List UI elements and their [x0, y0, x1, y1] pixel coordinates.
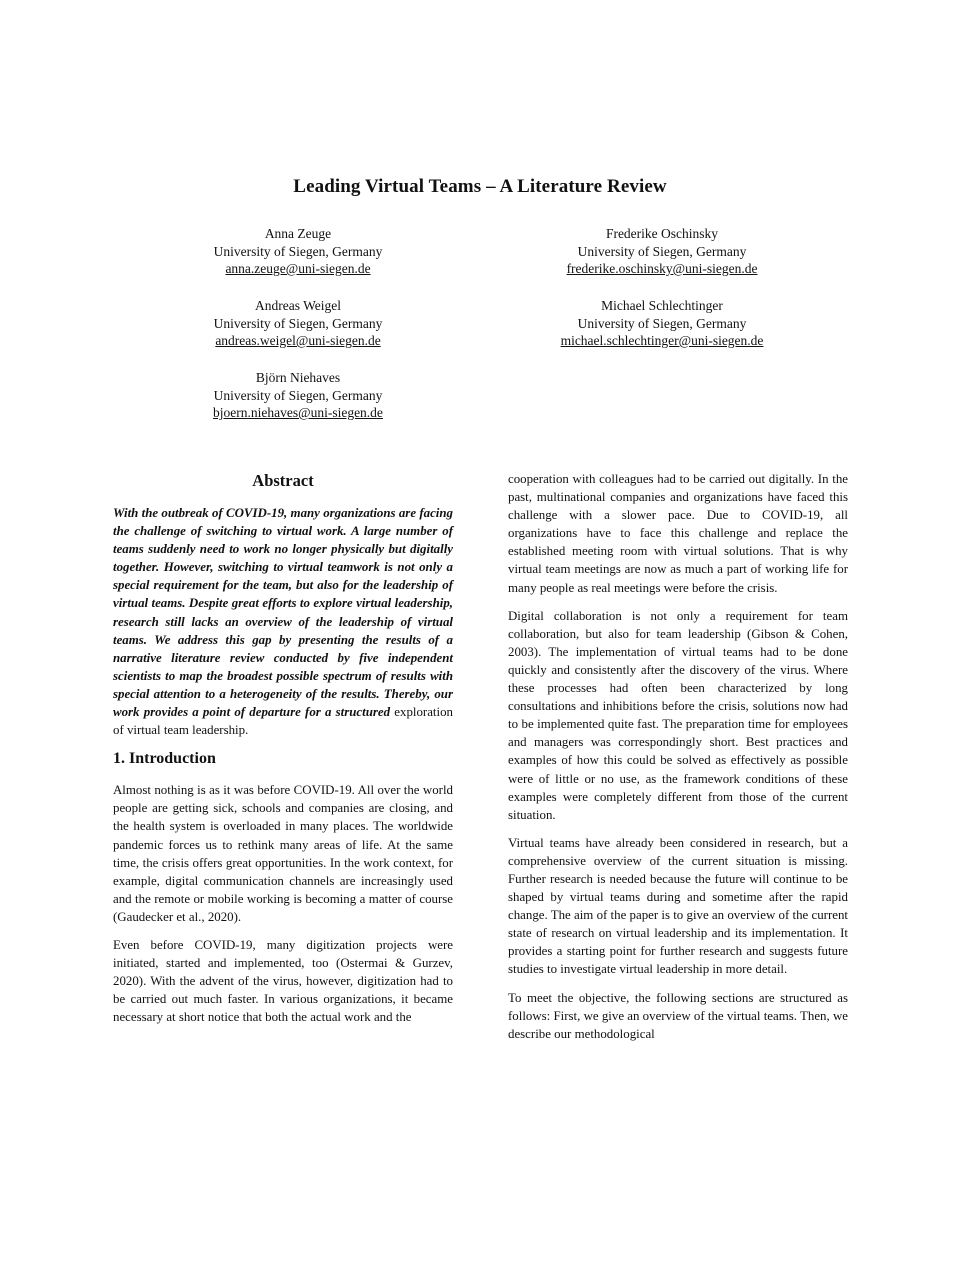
section-heading-introduction: 1. Introduction	[113, 750, 216, 768]
author-name: Björn Niehaves	[255, 370, 341, 385]
author-email-link[interactable]: frederike.oschinsky@uni-siegen.de	[566, 261, 758, 276]
author-email-link[interactable]: andreas.weigel@uni-siegen.de	[215, 333, 381, 348]
author-name: Frederike Oschinsky	[605, 226, 719, 241]
author-block	[482, 225, 842, 278]
right-column	[508, 470, 848, 1053]
author-affiliation: University of Siegen, Germany	[577, 243, 747, 259]
author-affiliation: University of Siegen, Germany	[213, 387, 383, 403]
abstract-plain-text: exploration of virtual team leadership.	[113, 705, 453, 738]
paragraph: Digital collaboration is not only a requirement for team collaboration, but also for team leadership (Gibson & Cohen, 2003). The implementation of virtual teams had to be done quickly and consistently after the discovery of the virus. Where these processes had often been characterized by long consultations and inhibitions before the crisis, solutions now had to be implemented quite fast. The preparation time for employees and managers was correspondingly short. Best practices and examples of how this could be solved as effectively as possible were of little or no use, as the framework conditions of these examples were completely different from those of the current situation.	[508, 608, 848, 822]
author-affiliation: University of Siegen, Germany	[213, 243, 383, 259]
paragraph: cooperation with colleagues had to be carried out digitally. In the past, multinational companies and organizations have faced this challenge with a slower pace. Due to COVID-19, all organizations have to face this challenge and replace the established meeting room with virtual solutions. That is why virtual team meetings are now as much a part of working life for many people as real meetings were before the crisis.	[508, 472, 848, 595]
abstract-text	[113, 504, 453, 739]
author-email-link[interactable]: anna.zeuge@uni-siegen.de	[225, 261, 371, 276]
paragraph: Virtual teams have already been considered in research, but a comprehensive overview of the current situation is missing. Further research is needed because the future will continue to be shaped by virtual teams during and sometime after the rapid change. The aim of the paper is to give an overview of the current state of research on virtual leadership and its implementation. It provides a starting point for further research and suggests future studies to investigate virtual leadership in more detail.	[508, 835, 848, 977]
author-block	[482, 297, 842, 350]
author-affiliation: University of Siegen, Germany	[213, 315, 383, 331]
paper-title: Leading Virtual Teams – A Literature Review	[293, 176, 667, 197]
abstract-heading: Abstract	[252, 471, 314, 490]
author-affiliation: University of Siegen, Germany	[577, 315, 747, 331]
left-column	[113, 470, 453, 1036]
abstract-italic-text: With the outbreak of COVID-19, many organizations are facing the challenge of switching to virtual work. A large number of teams suddenly need to work no longer physically but digitally together. However, switching to virtual teamwork is not only a special requirement for the team, but also for the leadership of virtual teams. Despite great efforts to explore virtual leadership, research still lacks an overview of the leadership of virtual teams. We address this gap by presenting the results of a narrative literature review conducted by five independent scientists to map the broadest possible spectrum of results with special attention to a heterogeneity of the results. Thereby, our work provides a point of departure for a structured	[113, 506, 453, 720]
author-name: Anna Zeuge	[264, 226, 332, 241]
author-block	[118, 225, 478, 278]
author-block	[118, 369, 478, 422]
author-email-link[interactable]: michael.schlechtinger@uni-siegen.de	[560, 333, 764, 348]
paragraph: Even before COVID-19, many digitization projects were initiated, started and implemented, too (Ostermai & Gurzev, 2020). With the advent of the virus, however, digitization had to be carried out much faster. In various organizations, it became necessary at short notice that both the actual work and the	[113, 937, 453, 1025]
paragraph: To meet the objective, the following sections are structured as follows: First, we give an overview of the virtual teams. Then, we describe our methodological	[508, 990, 848, 1041]
paragraph: Almost nothing is as it was before COVID-19. All over the world people are getting sick, schools and companies are closing, and the health system is overloaded in many places. The worldwide pandemic forces us to rethink many areas of life. At the same time, the crisis offers great opportunities. In the work context, for example, digital communication channels are increasingly used and the remote or mobile working is becoming a matter of course (Gaudecker et al., 2020).	[113, 783, 453, 924]
author-block	[118, 297, 478, 350]
author-name: Michael Schlechtinger	[601, 298, 723, 313]
author-email-link[interactable]: bjoern.niehaves@uni-siegen.de	[213, 405, 383, 420]
author-name: Andreas Weigel	[254, 298, 341, 313]
